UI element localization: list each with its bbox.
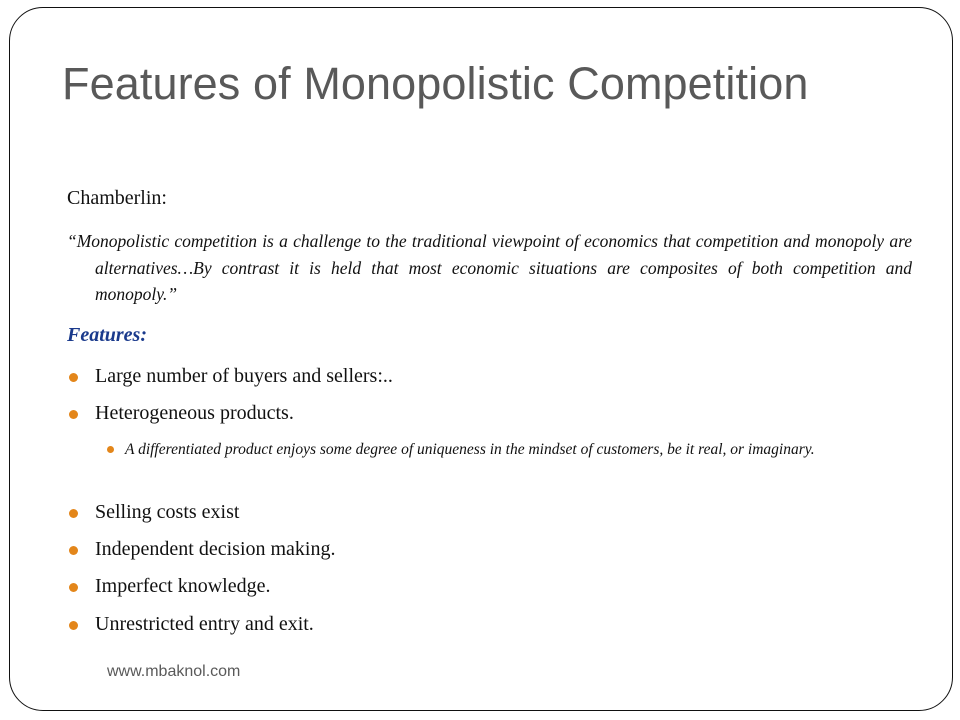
bullet-text: Selling costs exist [95,501,240,523]
bullet-text: Heterogeneous products. [95,402,294,424]
bullet-item [67,575,912,598]
bullet-item [67,402,912,425]
bullet-marker-icon [69,583,78,592]
chamberlin-quote: “Monopolistic competition is a challenge to the traditional viewpoint of economics that competition and monopoly are alternatives…By contrast it is held that most economic situations are composites of both competition and monopoly.” [67,231,912,304]
bullet-marker-icon [69,410,78,419]
sub-bullet-text: A differentiated product enjoys some degree of uniqueness in the mindset of customers, be it real, or imaginary. [125,441,815,458]
bullet-text: Imperfect knowledge. [95,575,271,597]
bullet-item [67,501,912,524]
bullet-marker-icon [69,509,78,518]
bullet-item [67,613,912,636]
bullet-text: Independent decision making. [95,538,336,560]
bullet-text: Large number of buyers and sellers:.. [95,365,393,387]
bullet-text: Unrestricted entry and exit. [95,613,314,635]
bullet-item [67,365,912,388]
bullet-marker-icon [69,546,78,555]
bullet-item [67,538,912,561]
bullet-marker-icon [69,373,78,382]
sub-bullet-marker-icon [107,446,114,453]
features-heading: Features: [67,324,147,346]
intro-label: Chamberlin: [67,187,167,209]
sub-bullet-item [107,437,912,462]
footer-url: www.mbaknol.com [107,663,241,680]
slide-frame [9,7,953,711]
slide-title: Features of Monopolistic Competition [62,58,809,109]
bullet-marker-icon [69,621,78,630]
